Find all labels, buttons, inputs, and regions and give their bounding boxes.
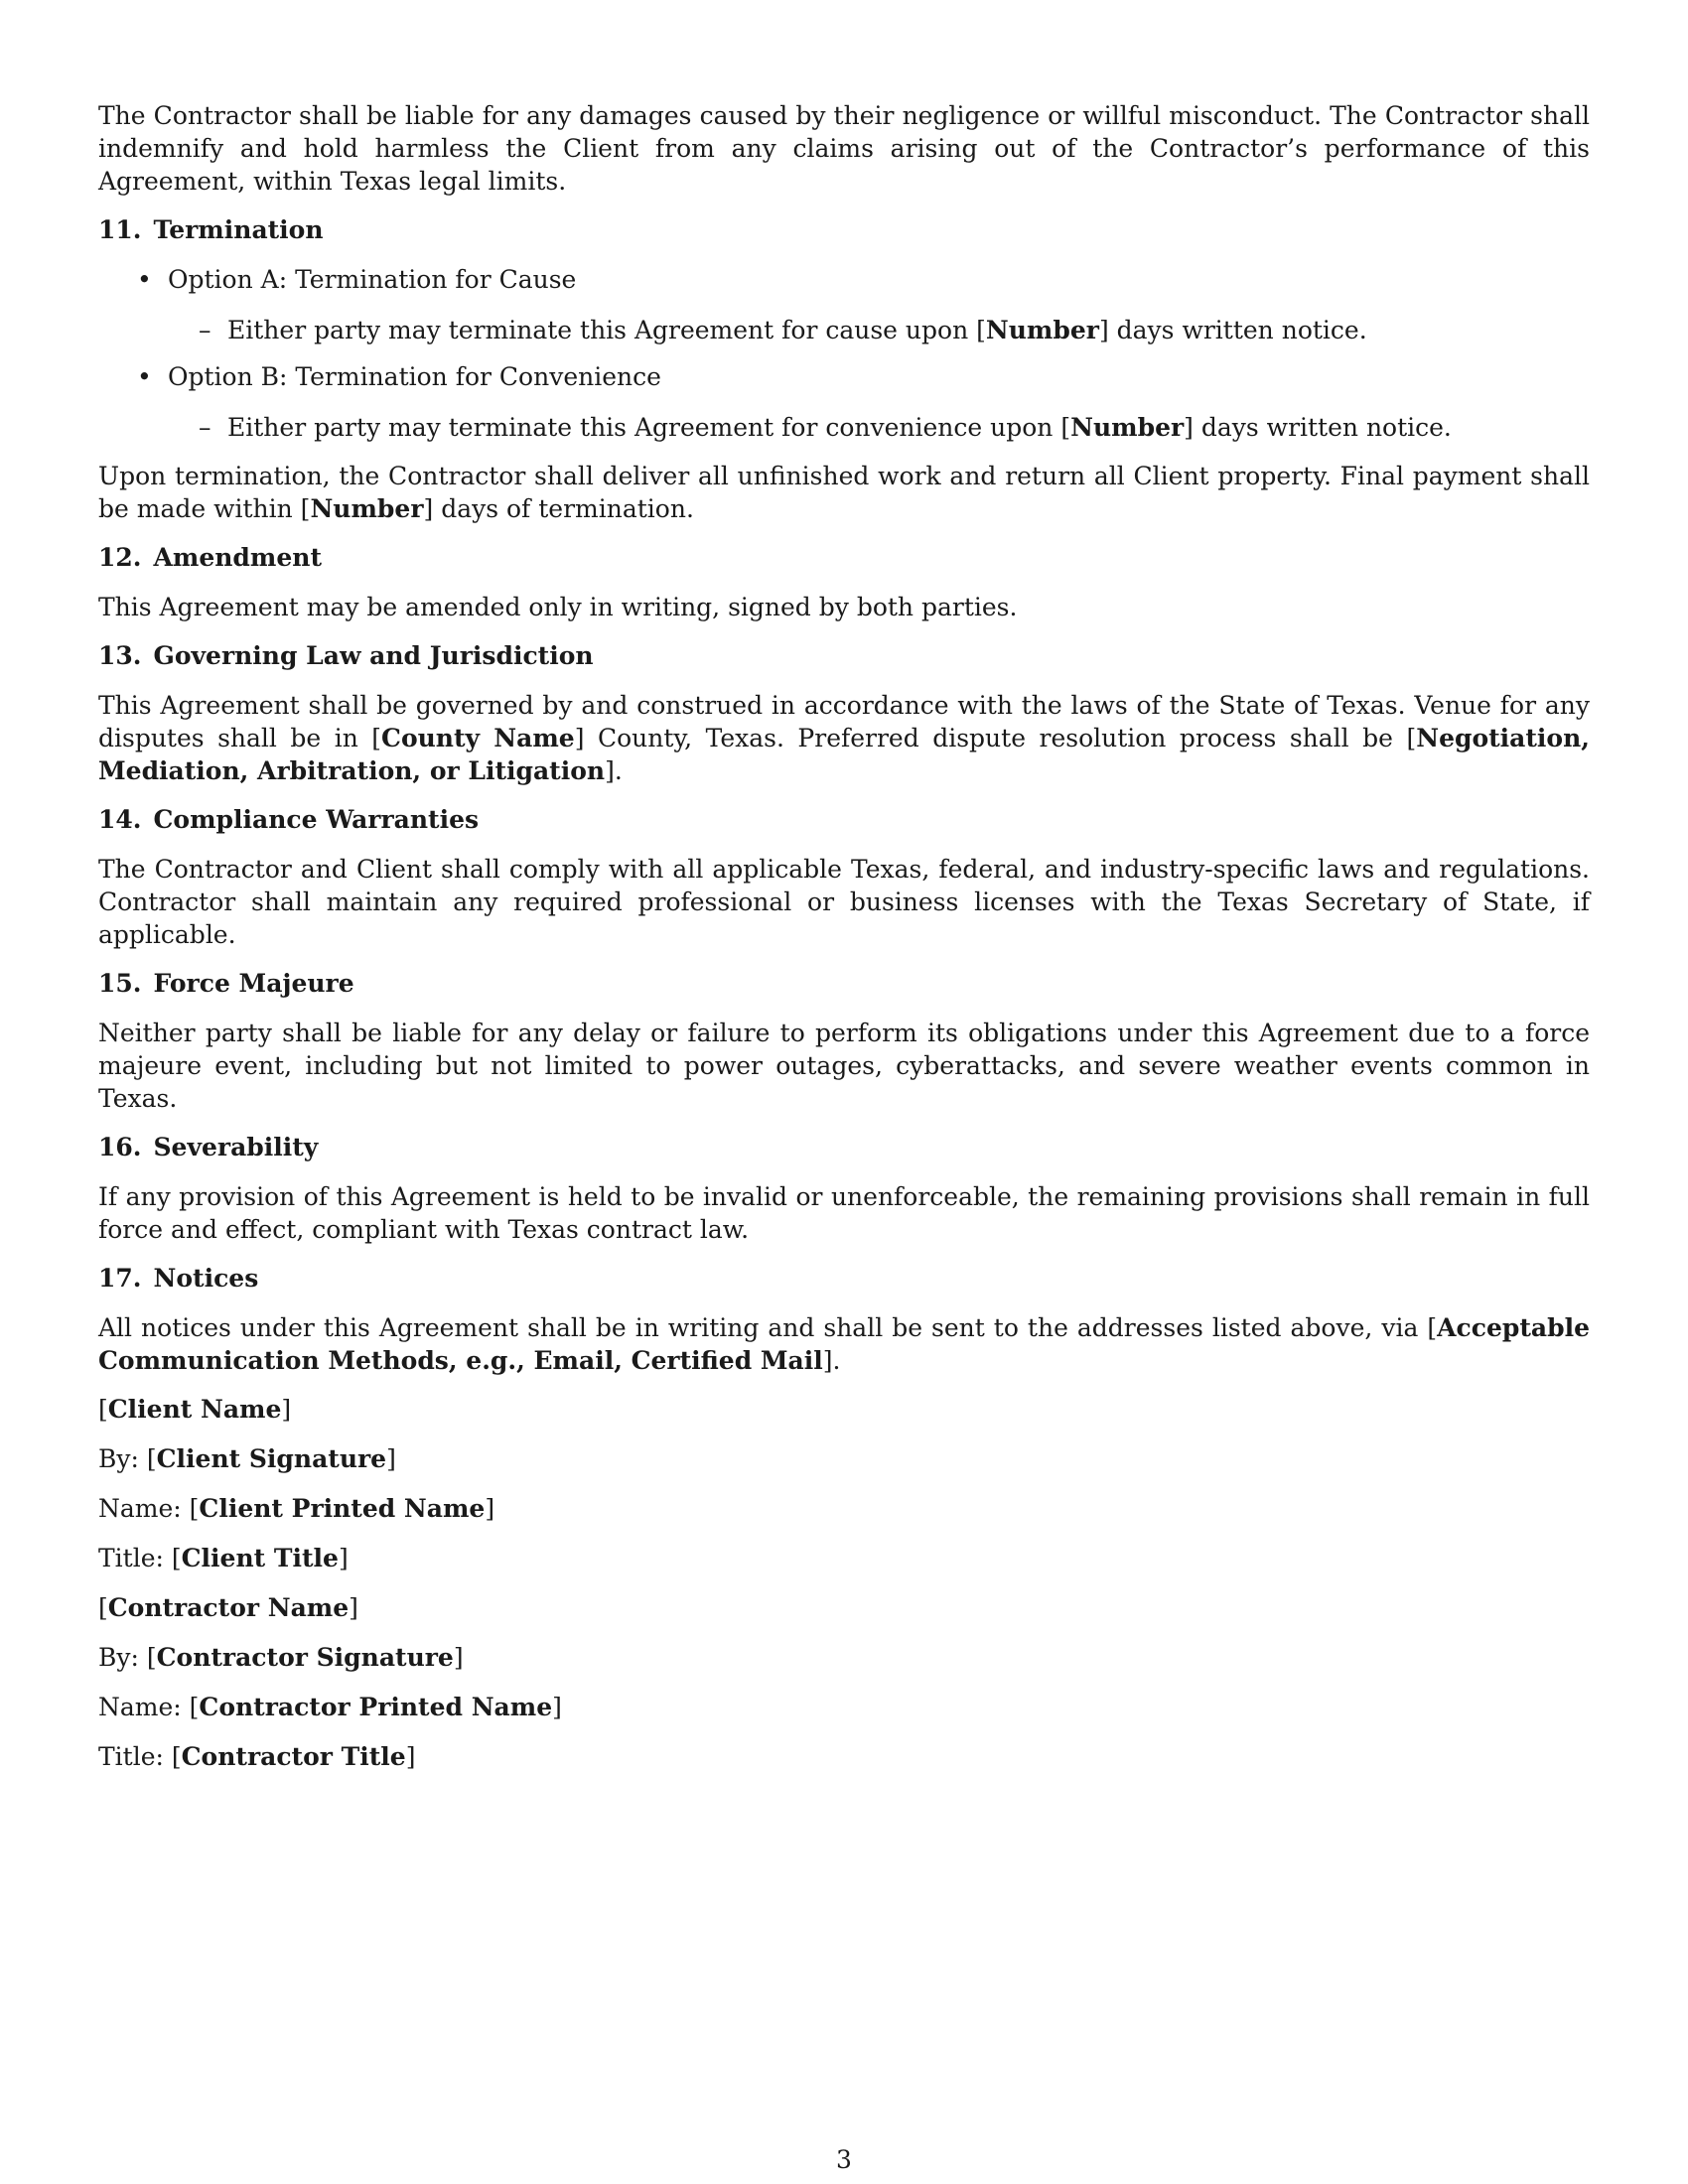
section-force-majeure [98,967,1590,1115]
section-heading: 12. Amendment [98,543,322,572]
section-notices [98,1262,1590,1377]
section-heading: 15. Force Majeure [98,969,354,998]
signature-block [98,1393,1590,1773]
termination-paragraph: Upon termination, the Contractor shall deliver all unfinished work and return all Client property. Final payment shall be made within [Number] days of termination. [98,462,1590,523]
list-item: – Either party may terminate this Agreement for convenience upon [Number] days written notice. [168,411,1590,444]
section-heading: 17. Notices [98,1264,259,1293]
client-printed-name-line: Name: [Client Printed Name] [98,1494,495,1523]
governing-law-paragraph: This Agreement shall be governed by and construed in accordance with the laws of the State of Texas. Venue for any disputes shall be in [County Name] County, Texas. Preferred dispute resolution process shall be [Negotiation, Mediation, Arbitration, or Litigation]. [98,691,1590,785]
client-signature-line: By: [Client Signature] [98,1444,396,1473]
section-heading: 13. Governing Law and Jurisdiction [98,641,594,670]
list-item: • Option A: Termination for Cause – Either party may terminate this Agreement for cause upon [Number] days written notice. [98,263,1590,346]
section-heading: 14. Compliance Warranties [98,805,480,834]
notices-paragraph: All notices under this Agreement shall be in writing and shall be sent to the addresses listed above, via [Acceptable Communication Methods, e.g., Email, Certified Mail]. [98,1313,1590,1375]
termination-options-list [98,263,1590,444]
contractor-name: [Contractor Name] [98,1593,358,1622]
compliance-paragraph: The Contractor and Client shall comply with all applicable Texas, federal, and industry-specific laws and regulations. Contractor shall maintain any required professional or business licenses with the Texas Secretary of State, if applicable. [98,855,1590,949]
section-heading: 11. Termination [98,215,324,244]
contractor-title-line: Title: [Contractor Title] [98,1742,416,1771]
amendment-paragraph: This Agreement may be amended only in writing, signed by both parties. [98,593,1018,621]
page-number: 3 [836,2145,852,2174]
liability-paragraph: The Contractor shall be liable for any damages caused by their negligence or willful misconduct. The Contractor shall indemnify and hold harmless the Client from any claims arising out of the Contractor’s performance of this Agreement, within Texas legal limits. [98,101,1590,196]
section-heading: 16. Severability [98,1133,319,1161]
severability-paragraph: If any provision of this Agreement is held to be invalid or unenforceable, the remaining provisions shall remain in full force and effect, compliant with Texas contract law. [98,1182,1590,1244]
contractor-printed-name-line: Name: [Contractor Printed Name] [98,1693,562,1721]
section-governing-law [98,639,1590,787]
list-item: – Either party may terminate this Agreement for cause upon [Number] days written notice. [168,314,1590,346]
section-severability [98,1131,1590,1246]
force-majeure-paragraph: Neither party shall be liable for any delay or failure to perform its obligations under this Agreement due to a force majeure event, including but not limited to power outages, cyberattacks, and severe weather events common in Texas. [98,1019,1590,1113]
section-termination [98,213,1590,525]
client-title-line: Title: [Client Title] [98,1544,349,1572]
list-item: • Option B: Termination for Convenience – Either party may terminate this Agreement for convenience upon [Number] days written notice. [98,360,1590,444]
section-compliance-warranties [98,803,1590,951]
contractor-signature-line: By: [Contractor Signature] [98,1643,464,1672]
client-name: [Client Name] [98,1395,292,1424]
document-body [98,99,1590,1790]
section-amendment [98,541,1590,623]
